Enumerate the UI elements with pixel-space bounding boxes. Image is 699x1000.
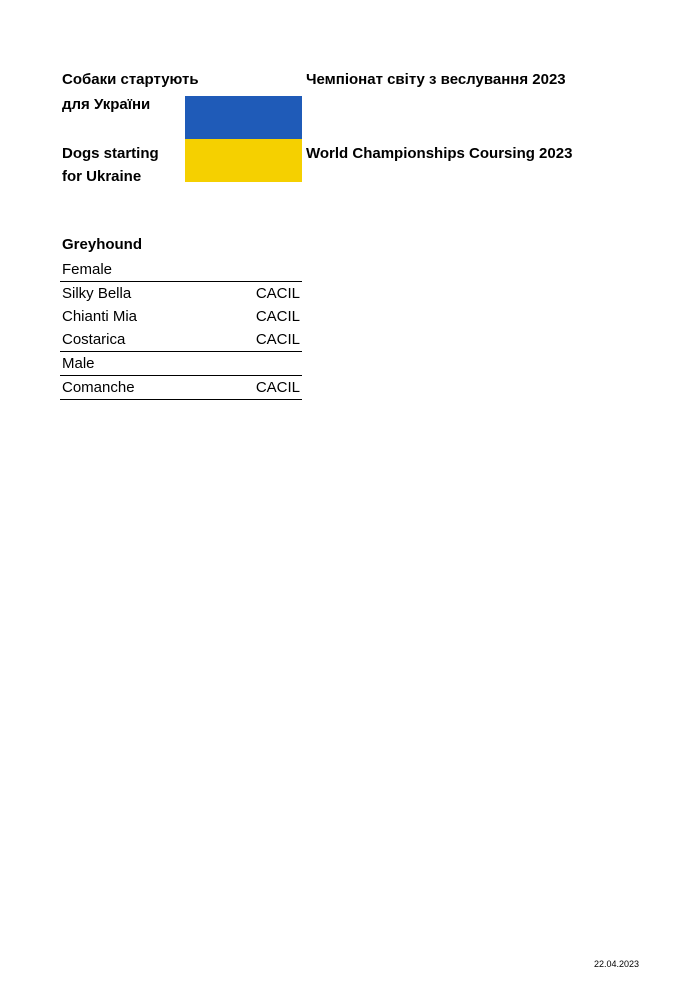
dog-title: CACIL [255,331,300,348]
results-table [60,258,302,400]
header-left-en-line1: Dogs starting [62,145,159,162]
group-row-female [60,258,302,282]
dog-name: Silky Bella [62,285,132,302]
group-label: Male [62,355,95,372]
dog-row [60,376,302,400]
header-right-en: World Championships Coursing 2023 [306,145,573,162]
breed-title: Greyhound [62,236,143,253]
dog-name: Comanche [62,379,135,396]
dog-name: Chianti Mia [62,308,138,325]
group-label: Female [62,261,113,278]
header-left-ua-line1: Собаки стартують [62,71,199,88]
ukraine-flag-yellow-stripe [185,139,302,182]
dog-row [60,328,302,352]
dog-title: CACIL [255,379,300,396]
dog-row [60,305,302,328]
footer-date: 22.04.2023 [593,959,639,969]
dog-name: Costarica [62,331,126,348]
dog-title: CACIL [255,285,300,302]
dog-row [60,282,302,305]
header-left-en-line2: for Ukraine [62,168,142,185]
ukraine-flag-blue-stripe [185,96,302,139]
header-left-ua-line2: для України [62,96,151,113]
dog-title: CACIL [255,308,300,325]
group-row-male [60,352,302,376]
header-right-ua: Чемпіонат світу з веслування 2023 [306,71,566,88]
